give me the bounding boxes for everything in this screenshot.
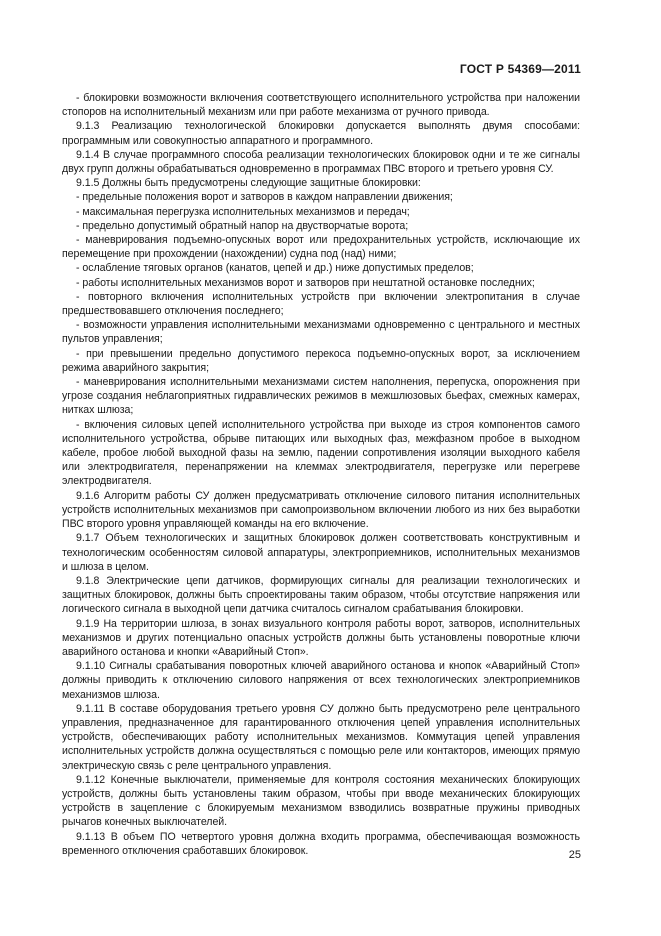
paragraph: 9.1.7 Объем технологических и защитных блокировок должен соответствовать конструктивным и технологическим особенностям силовой аппаратуры, электроприемников, исполнительных механизмов и шлюза в целом.	[62, 532, 580, 573]
paragraph: 9.1.6 Алгоритм работы СУ должен предусматривать отключение силового питания исполнительных устройств исполнительных механизмов при самопроизвольном включении любого из них без выработки ПВС второго уровня управляющей команды на его включение.	[62, 489, 580, 531]
list-item: - включения силовых цепей исполнительного устройства при выходе из строя компонентов самого исполнительного устройства, обрыве питающих или выходных фаз, межфазном пробое в выходном кабеле, пробое любой выходной фазы на землю, падении сопротивления изоляции выходного кабеля или электродвигателя, перенапряжении на клеммах электродвигателя, перегрузке или перегреве электродвигателя.	[62, 418, 580, 488]
list-item: - маневрирования исполнительными механизмами систем наполнения, перепуска, опорожнения при угрозе создания неблагоприятных гидравлических режимов в межшлюзовых бьефах, смежных камерах, нитках шлюза;	[62, 376, 580, 417]
paragraph: 9.1.11 В составе оборудования третьего уровня СУ должно быть предусмотрено реле центрального управления, предназначенное для гарантированного отключения цепей управления исполнительных устройств, обеспечивающих работу исполнительных механизмов. Коммутация цепей управления исполнительных устройств должна осуществляться с помощью реле или контакторов, имеющих прямую электрическую связь с реле центрального управления.	[62, 702, 580, 772]
list-item: - максимальная перегрузка исполнительных механизмов и передач;	[76, 205, 410, 218]
list-item: - маневрирования подъемно-опускных ворот или предохранительных устройств, исключающие их перемещение при прохождении (нахождении) судна под (над) ними;	[62, 234, 580, 261]
paragraph: 9.1.4 В случае программного способа реализации технологических блокировок одни и те же сигналы двух групп должны обрабатываться одновременно в программах ПВС второго и третьего уровня СУ.	[62, 148, 580, 176]
paragraph: 9.1.5 Должны быть предусмотрены следующие защитные блокировки:	[76, 177, 421, 190]
paragraph: - блокировки возможности включения соответствующего исполнительного устройства при наложении стопоров на исполнительный механизм или при работе механизма от ручного привода.	[62, 92, 580, 119]
list-item: - возможности управления исполнительными механизмами одновременно с центрального и местных пультов управления;	[62, 319, 580, 346]
list-item: - при превышении предельно допустимого перекоса подъемно-опускных ворот, за исключением режима аварийного закрытия;	[62, 347, 580, 374]
document-header: ГОСТ Р 54369—2011	[459, 62, 581, 76]
paragraph: 9.1.8 Электрические цепи датчиков, формирующих сигналы для реализации технологических и защитных блокировок, должны быть спроектированы таким образом, чтобы отсутствие напряжения или логического сигнала в выходной цепи датчика считалось сигналом срабатывания блокировки.	[62, 574, 580, 616]
paragraph: 9.1.13 В объем ПО четвертого уровня должна входить программа, обеспечивающая возможность временного отключения сработавших блокировок.	[62, 830, 580, 857]
list-item: - ослабление тяговых органов (канатов, цепей и др.) ниже допустимых пределов;	[76, 262, 474, 275]
list-item: - работы исполнительных механизмов ворот и затворов при нештатной остановке последних;	[76, 276, 535, 289]
list-item: - предельные положения ворот и затворов в каждом направлении движения;	[76, 191, 453, 204]
list-item: - повторного включения исполнительных устройств при включении электропитания в случае предшествовавшего отключения последнего;	[62, 290, 580, 318]
list-item: - предельно допустимый обратный напор на двустворчатые ворота;	[76, 219, 409, 232]
paragraph: 9.1.10 Сигналы срабатывания поворотных ключей аварийного останова и кнопок «Аварийный Стоп» должны приводить к отключению силового напряжения от всех технологических электроприемников механизмов шлюза.	[62, 660, 580, 701]
paragraph: 9.1.9 На территории шлюза, в зонах визуального контроля работы ворот, затворов, исполнительных механизмов и других потенциально опасных устройств должны быть установлены поворотные ключи аварийного останова и кнопки «Аварийный Стоп».	[62, 617, 580, 658]
paragraph: 9.1.12 Конечные выключатели, применяемые для контроля состояния механических блокирующих устройств, должны быть установлены таким образом, чтобы при вводе механических блокирующих устройств в зацепление с блокируемым механизмом взводились возвратные пружины приводных рычагов конечных выключателей.	[62, 773, 580, 829]
paragraph: 9.1.3 Реализацию технологической блокировки допускается выполнять двумя способами: программным или совокупностью аппаратного и программного.	[62, 120, 580, 147]
page-number: 25	[568, 849, 581, 861]
document-body	[62, 91, 580, 858]
